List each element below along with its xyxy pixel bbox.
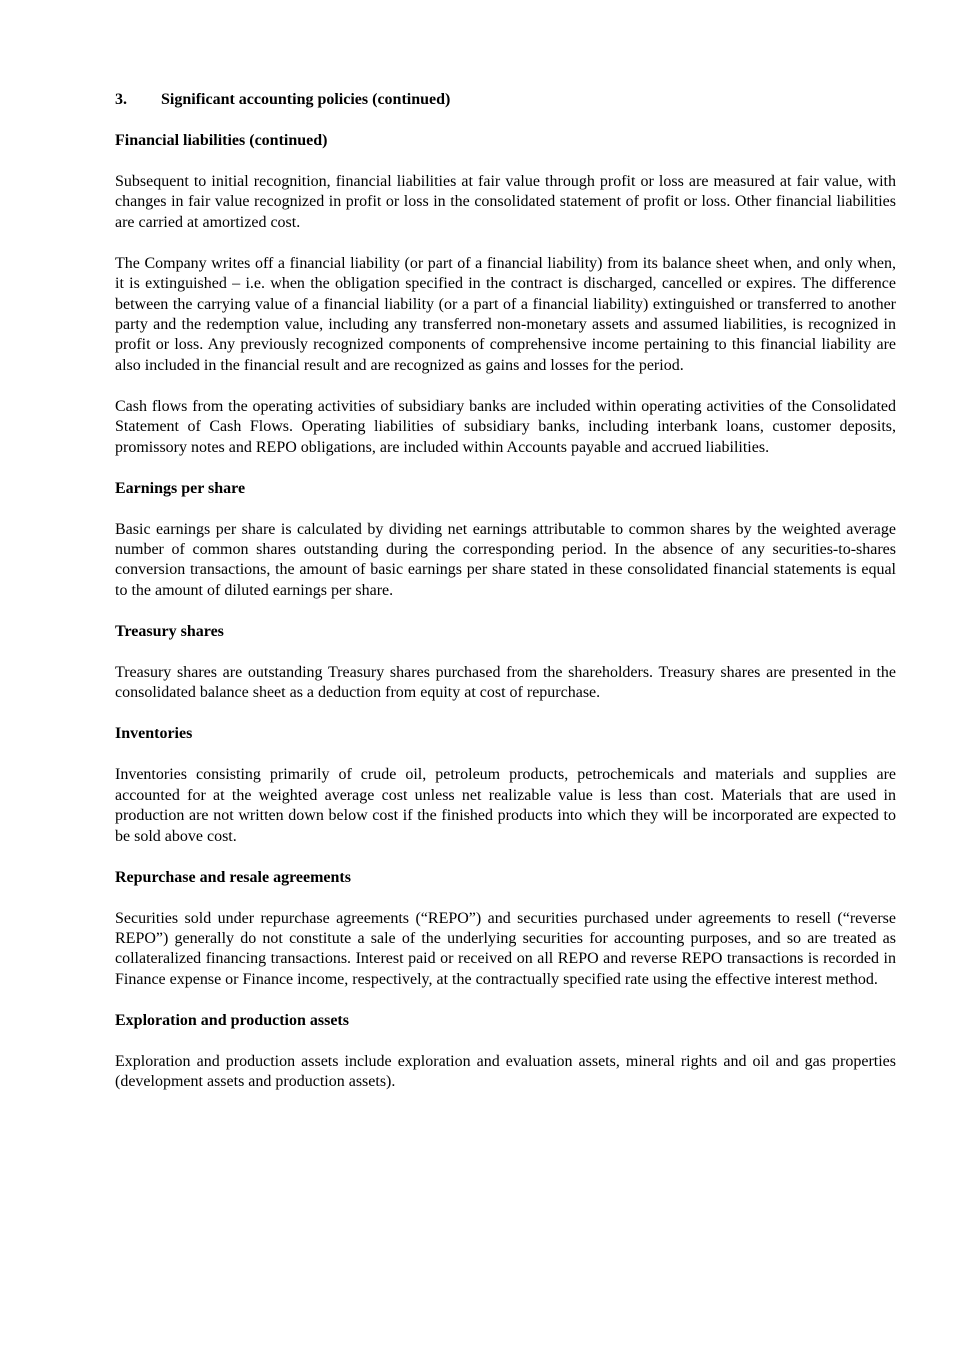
paragraph-cash-flows: Cash flows from the operating activities of subsidiary banks are included within operating activities of the Consolidated Statement of Cash Flows. Operating liabilities of subsidiary banks, including interbank loans, customer deposits, promissory notes and REPO obligations, are included within Accounts payable and accrued liabilities.	[115, 397, 896, 456]
section-heading	[115, 90, 896, 110]
heading-exploration-production: Exploration and production assets	[115, 1011, 349, 1029]
paragraph-earnings-per-share: Basic earnings per share is calculated by dividing net earnings attributable to common shares by the weighted average number of common shares outstanding during the corresponding period. In the absence of any securities-to-shares conversion transactions, the amount of basic earnings per share stated in these consolidated financial statements is equal to the amount of diluted earnings per share.	[115, 520, 896, 599]
paragraph-treasury-shares: Treasury shares are outstanding Treasury shares purchased from the shareholders. Treasury shares are presented in the consolidated balance sheet as a deduction from equity at cost of repurchase.	[115, 663, 896, 702]
paragraph-inventories: Inventories consisting primarily of crude oil, petroleum products, petrochemicals and materials and supplies are accounted for at the weighted average cost unless net realizable value is less than cost. Materials that are used in production are not written down below cost if the finished products into which they will be incorporated are expected to be sold above cost.	[115, 766, 896, 845]
document-page	[115, 90, 896, 1113]
paragraph-subsequent-recognition: Subsequent to initial recognition, financial liabilities at fair value through profit or loss are measured at fair value, with changes in fair value recognized in profit or loss in the consolidated statement of profit or loss. Other financial liabilities are carried at amortized cost.	[115, 173, 896, 231]
heading-inventories: Inventories	[115, 725, 193, 743]
paragraph-exploration-production: Exploration and production assets include exploration and evaluation assets, mineral rights and oil and gas properties (development assets and production assets).	[115, 1052, 896, 1091]
heading-treasury-shares: Treasury shares	[115, 622, 224, 640]
heading-earnings-per-share: Earnings per share	[115, 479, 246, 497]
section-title: Significant accounting policies (continued)	[161, 91, 451, 108]
paragraph-write-off: The Company writes off a financial liability (or part of a financial liability) from its balance sheet when, and only when, it is extinguished – i.e. when the obligation specified in the contract is discharged, cancelled or expires. The difference between the carrying value of a financial liability (or a part of a financial liability) extinguished or transferred to another party and the redemption value, including any transferred non-monetary assets and assumed liabilities, is recognized in profit or loss. Any previously recognized components of comprehensive income pertaining to this financial liability are also included in the financial result and are recognized as gains and losses for the period.	[115, 254, 896, 374]
paragraph-repurchase-resale: Securities sold under repurchase agreements (“REPO”) and securities purchased under agreements to resell (“reverse REPO”) generally do not constitute a sale of the underlying securities for accounting purposes, and so are treated as collateralized financing transactions. Interest paid or received on all REPO and reverse REPO transactions is recorded in Finance expense or Finance income, respectively, at the contractually specified rate using the effective interest method.	[115, 909, 896, 988]
heading-repurchase-resale: Repurchase and resale agreements	[115, 868, 351, 886]
section-number: 3.	[115, 91, 127, 108]
heading-financial-liabilities: Financial liabilities (continued)	[115, 132, 328, 149]
